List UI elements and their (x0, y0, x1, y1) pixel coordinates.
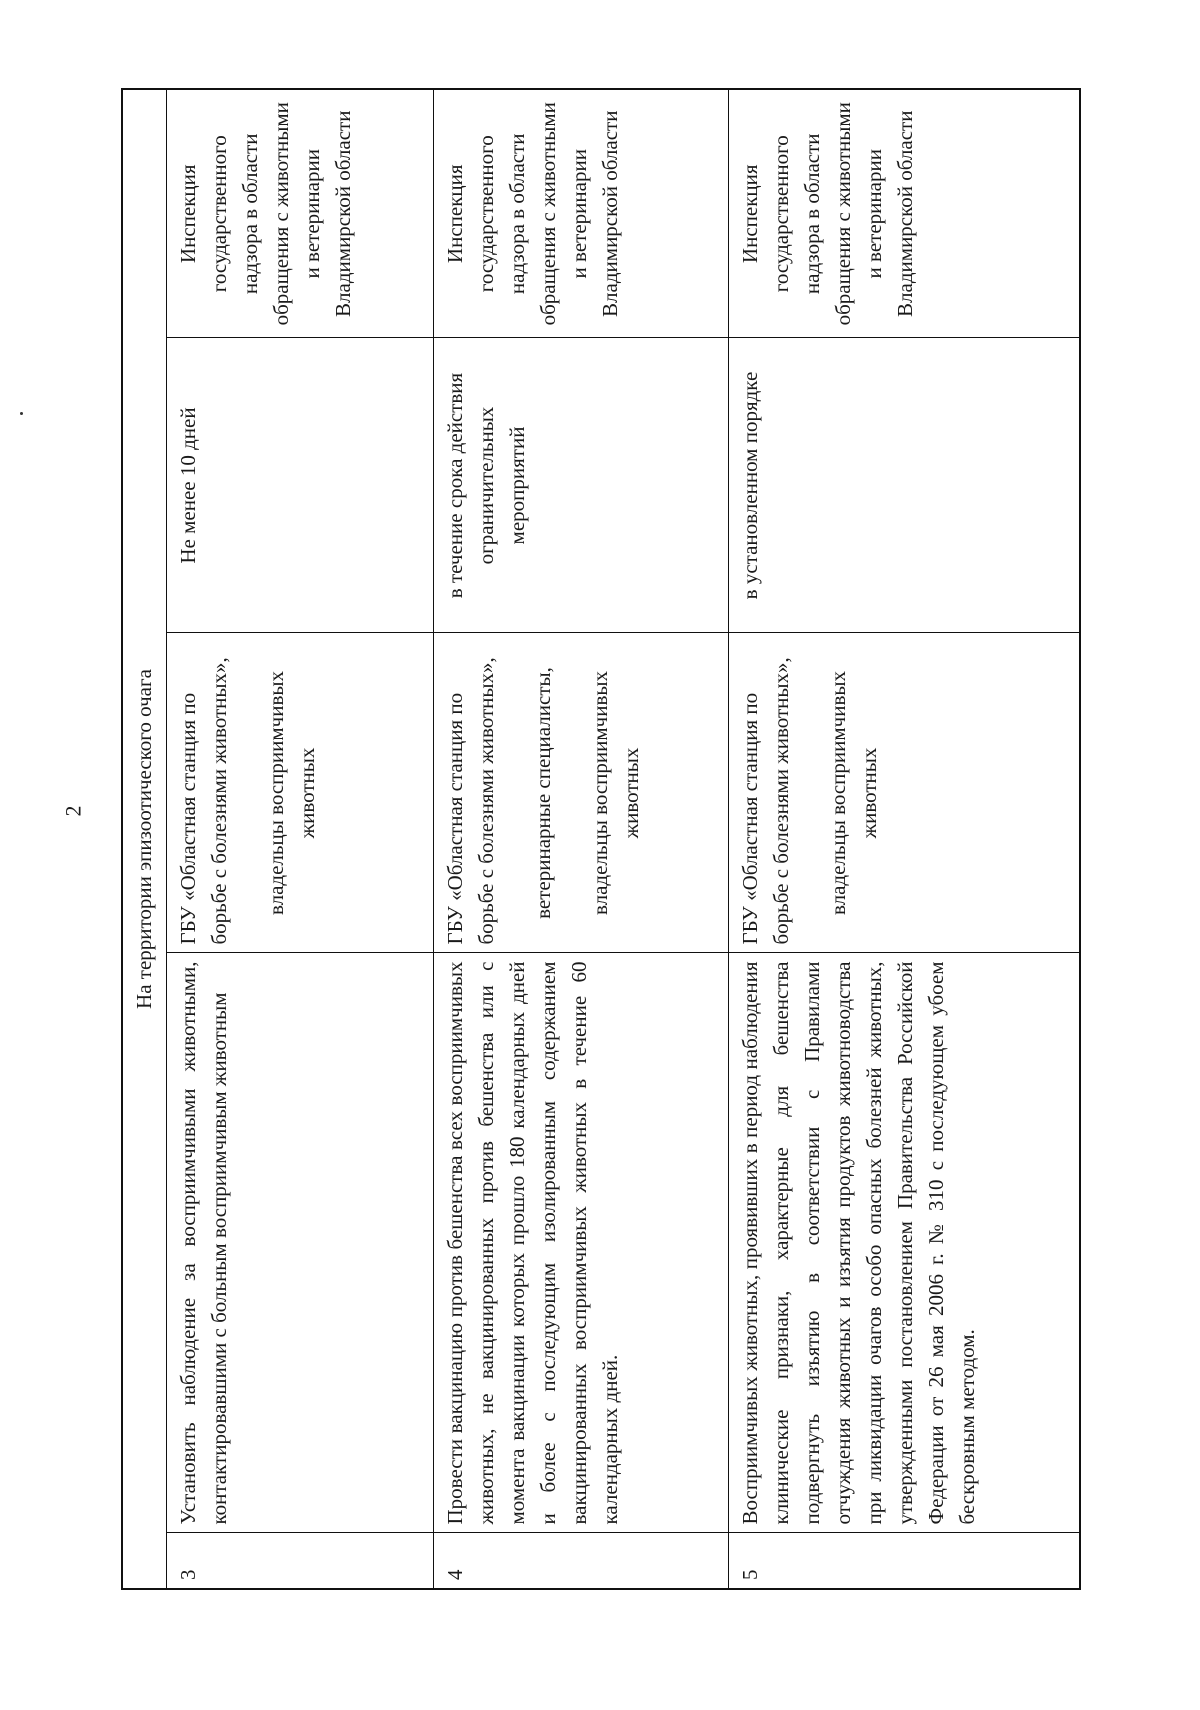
measure-cell: Восприимчивых животных, проявивших в период наблюдения клинические признаки, характерные для бешенства подвергнуть изъятию в соответствии с Правилами отчуждения животных и изъятия продуктов животноводства при ликвидации очагов особо опасных болезней животных, утвержденными постановлением Правительства Российской Федерации от 26 мая 2006 г. № 310 с последующем убоем бескровным методом. (729, 953, 1080, 1533)
executor-cell (729, 633, 1080, 953)
responsible-cell: Инспекция государственного надзора в области обращения с животными и ветеринарии Владимирской области (434, 89, 729, 338)
table-row (167, 89, 434, 1589)
executor-owners: владельцы восприимчивых животных (588, 670, 644, 916)
executor-gap (502, 642, 528, 945)
term-cell: Не менее 10 дней (167, 338, 434, 633)
row-number: 5 (729, 1533, 1080, 1589)
rotated-table-frame (121, 90, 1081, 1590)
table-row (729, 89, 1080, 1589)
row-number: 4 (434, 1533, 729, 1589)
executor-owners: владельцы восприимчивых животных (264, 670, 319, 916)
executor-cell (167, 633, 434, 953)
term-cell: в течение срока действия ограничительных мероприятий (434, 338, 729, 633)
section-header: На территории эпизоотического очага (122, 89, 167, 1589)
executor-gbu: ГБУ «Областная станция по борьбе с болезнями животных», (443, 657, 499, 945)
table-container (121, 90, 1081, 1590)
executor-gap (559, 642, 585, 945)
section-header-row (122, 89, 167, 1589)
table-row (434, 89, 729, 1589)
executor-vets: ветеринарные специалисты, (531, 667, 556, 919)
executor-gap (797, 642, 823, 945)
responsible-cell: Инспекция государственного надзора в области обращения с животными и ветеринарии Владимирской области (167, 89, 434, 338)
measures-table (121, 88, 1081, 1590)
measure-cell: Установить наблюдение за восприимчивыми животными, контактировавшими с больным восприимчивым животным (167, 953, 434, 1533)
executor-owners: владельцы восприимчивых животных (826, 670, 882, 916)
page-number: 2 (60, 805, 86, 817)
row-number: 3 (167, 1533, 434, 1589)
measure-cell: Провести вакцинацию против бешенства всех восприимчивых животных, не вакцинированных против бешенства или с момента вакцинации которых прошло 180 календарных дней и более с последующим изолированным содержанием вакцинированных восприимчивых животных в течение 60 календарных дней. (434, 953, 729, 1533)
executor-gbu: ГБУ «Областная станция по борьбе с болезнями животных», (176, 657, 231, 945)
executor-gap (235, 642, 261, 945)
executor-cell (434, 633, 729, 953)
executor-gbu: ГБУ «Областная станция по борьбе с болезнями животных», (738, 657, 794, 945)
responsible-cell: Инспекция государственного надзора в области обращения с животными и ветеринарии Владимирской области (729, 89, 1080, 338)
scan-artifact-dot (20, 412, 23, 415)
term-cell: в установленном порядке (729, 338, 1080, 633)
